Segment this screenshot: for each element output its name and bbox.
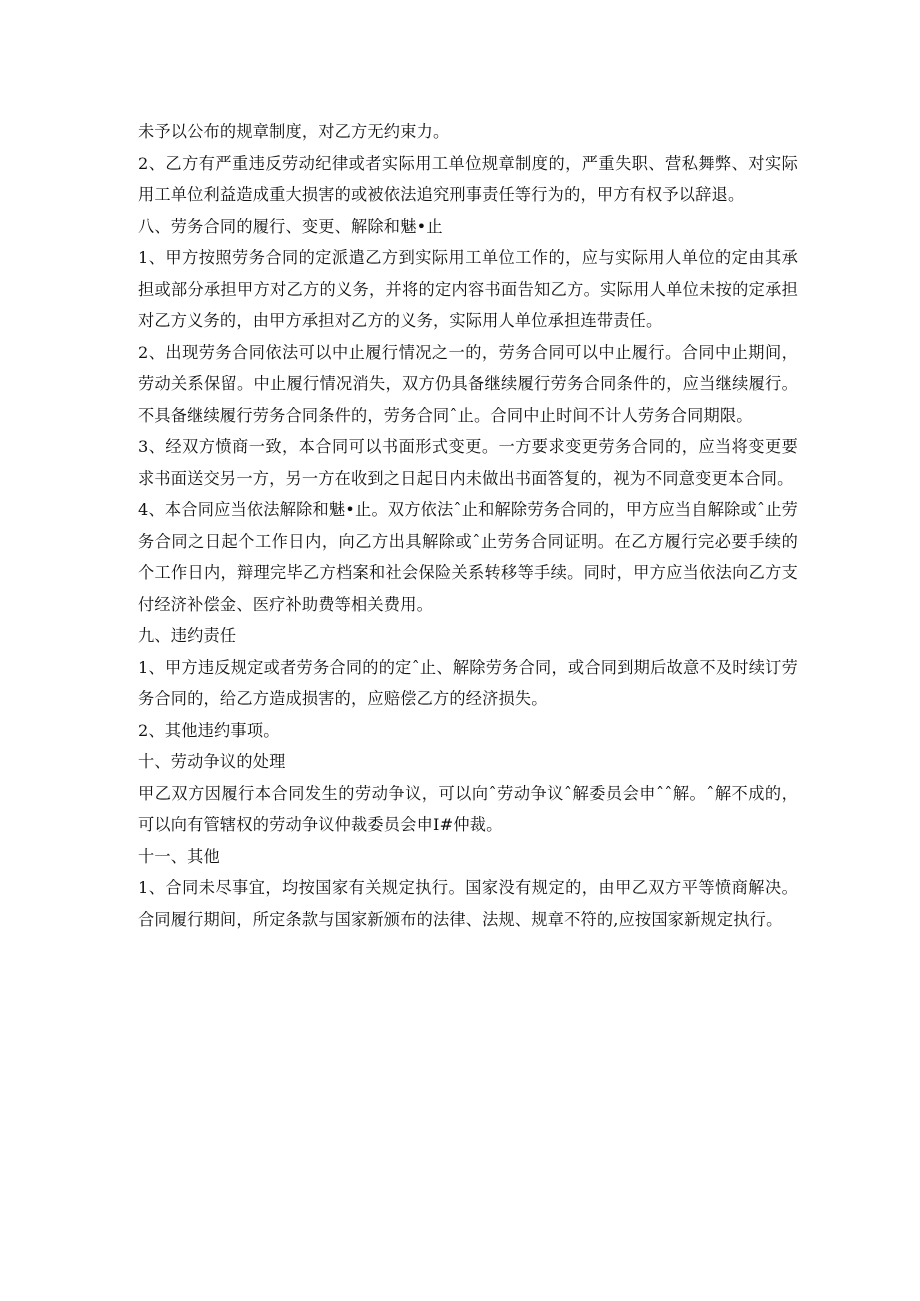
- paragraph-dismissal-clause: 2、乙方有严重违反劳动纪律或者实际用工单位规章制度的，严重失职、营私舞弊、对实际用工单位利益造成重大损害的或被依法追究刑事责任等行为的，甲方有权予以辞退。: [138, 153, 798, 204]
- section-heading-8: 八、劳务合同的履行、变更、解除和魅•止: [138, 216, 443, 236]
- paragraph-10-1: 甲乙双方因履行本合同发生的劳动争议，可以向ˆ劳动争议ˆ解委员会申ˆˆ解。ˆ解不成的，可以向有管辖权的劳动争议仲裁委员会申I#仲裁。: [138, 783, 798, 834]
- section-heading-11: 十一、其他: [138, 846, 220, 866]
- paragraph-8-1: 1、甲方按照劳务合同的定派遣乙方到实际用工单位工作的，应与实际用人单位的定由其承担或部分承担甲方对乙方的义务，并将的定内容书面告知乙方。实际用人单位未按的定承担对乙方义务的，由甲方承担对乙方的义务，实际用人单位承担连带责任。: [138, 248, 798, 330]
- section-heading-10: 十、劳动争议的处理: [138, 752, 286, 771]
- paragraph-9-2: 2、其他违约事项。: [138, 720, 280, 740]
- paragraph-unpublished-rules: 未予以公布的规章制度，对乙方无约束力。: [138, 122, 450, 141]
- paragraph-8-4: 4、本合同应当依法解除和魅•止。双方依法ˆ止和解除劳务合同的，甲方应当自解除或ˆ止劳务合同之日起个工作日内，向乙方出具解除或ˆ止劳务合同证明。在乙方履行完必要手续的个工作日内，辩理完毕乙方档案和社会保险关系转移等手续。同时，甲方应当依法向乙方支付经济补偿金、医疗补助费等相关费用。: [138, 500, 798, 614]
- section-heading-9: 九、违约责任: [138, 626, 237, 645]
- paragraph-11-1: 1、合同未尽事宜，均按国家有关规定执行。国家没有规定的，由甲乙双方平等愤商解决。合同履行期间，所定条款与国家新颁布的法律、法规、规章不符的,应按国家新规定执行。: [138, 878, 798, 929]
- paragraph-8-3: 3、经双方愤商一致，本合同可以书面形式变更。一方要求变更劳务合同的，应当将变更要求书面送交另一方，另一方在收到之日起日内未做出书面答复的，视为不同意变更本合同。: [138, 437, 798, 488]
- paragraph-9-1: 1、甲方违反规定或者劳务合同的的定ˆ止、解除劳务合同，或合同到期后故意不及时续订劳务合同的，给乙方造成损害的，应赔偿乙方的经济损失。: [138, 657, 798, 708]
- document-body: [138, 116, 798, 935]
- paragraph-8-2: 2、出现劳务合同依法可以中止履行情况之一的，劳务合同可以中止履行。合同中止期间，劳动关系保留。中止履行情况消失，双方仍具备继续履行劳务合同条件的，应当继续履行。不具备继续履行劳务合同条件的，劳务合同ˆ止。合同中止时间不计人劳务合同期限。: [138, 342, 798, 425]
